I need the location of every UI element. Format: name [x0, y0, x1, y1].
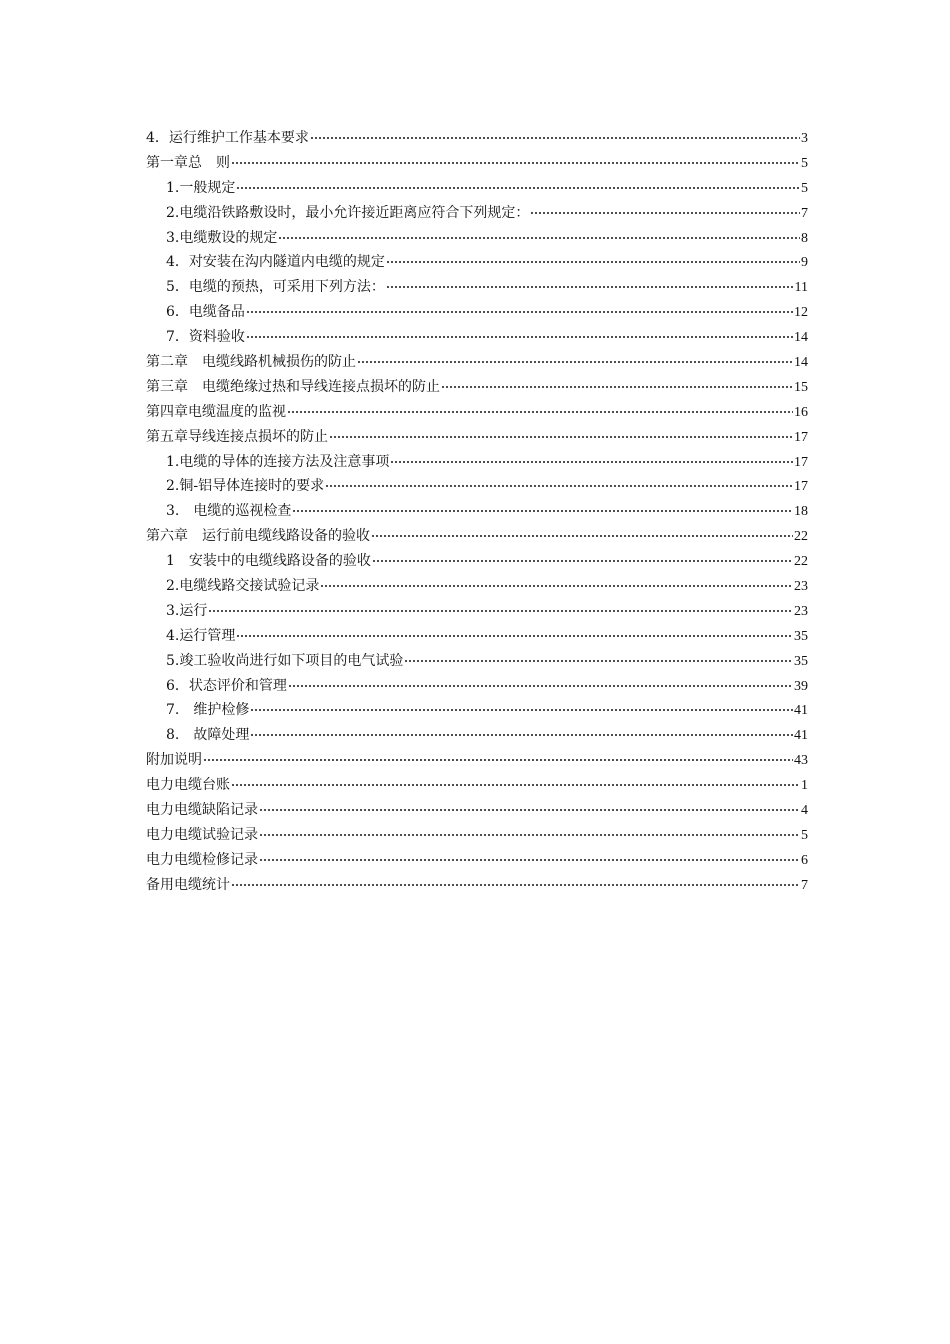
- toc-entry-title: 4.运行管理: [166, 627, 236, 644]
- toc-entry-title: 第一章总 则: [146, 154, 230, 171]
- toc-entry[interactable]: [146, 798, 808, 823]
- toc-leader-dots: [250, 734, 793, 736]
- toc-leader-dots: [292, 510, 793, 512]
- table-of-contents: [146, 126, 808, 898]
- toc-entry-title: 8. 故障处理: [166, 727, 250, 744]
- toc-leader-dots: [325, 485, 793, 487]
- toc-entry[interactable]: [146, 151, 808, 176]
- toc-leader-dots: [390, 461, 793, 463]
- toc-entry-page-number: 14: [794, 330, 808, 346]
- toc-entry[interactable]: [146, 524, 808, 549]
- toc-leader-dots: [236, 187, 800, 189]
- toc-entry-page-number: 11: [794, 280, 808, 296]
- toc-entry[interactable]: [146, 723, 808, 748]
- toc-entry-title: 7．资料验收: [166, 329, 245, 346]
- toc-entry[interactable]: [146, 126, 808, 151]
- toc-entry-page-number: 41: [794, 703, 808, 719]
- toc-entry-page-number: 23: [794, 579, 808, 595]
- toc-entry-page-number: 15: [794, 379, 808, 395]
- toc-entry[interactable]: [146, 176, 808, 201]
- toc-entry-page-number: 17: [794, 479, 808, 495]
- toc-leader-dots: [259, 809, 800, 811]
- toc-leader-dots: [386, 261, 800, 263]
- toc-entry-title: 4．对安装在沟内隧道内电缆的规定: [166, 254, 385, 271]
- toc-entry-page-number: 14: [794, 355, 808, 371]
- toc-entry-title: 第三章 电缆绝缘过热和导线连接点损坏的防止: [146, 378, 440, 395]
- toc-leader-dots: [231, 162, 800, 164]
- toc-entry-page-number: 6: [801, 852, 808, 868]
- toc-entry[interactable]: [146, 624, 808, 649]
- toc-entry[interactable]: [146, 748, 808, 773]
- toc-entry[interactable]: [146, 773, 808, 798]
- toc-entry[interactable]: [146, 649, 808, 674]
- toc-entry[interactable]: [146, 275, 808, 300]
- toc-leader-dots: [236, 635, 793, 637]
- toc-leader-dots: [231, 884, 800, 886]
- toc-entry[interactable]: [146, 574, 808, 599]
- toc-entry[interactable]: [146, 674, 808, 699]
- toc-leader-dots: [530, 212, 800, 214]
- toc-entry-page-number: 7: [801, 205, 808, 221]
- toc-entry-title: 5.竣工验收尚进行如下项目的电气试验: [166, 652, 404, 669]
- toc-leader-dots: [287, 411, 793, 413]
- toc-entry-page-number: 17: [794, 454, 808, 470]
- toc-entry[interactable]: [146, 823, 808, 848]
- toc-leader-dots: [250, 709, 793, 711]
- toc-entry[interactable]: [146, 425, 808, 450]
- toc-leader-dots: [278, 237, 800, 239]
- toc-entry-page-number: 12: [794, 305, 808, 321]
- toc-entry-title: 3. 电缆的巡视检查: [166, 503, 292, 520]
- toc-leader-dots: [371, 535, 793, 537]
- toc-entry-title: 附加说明: [146, 752, 202, 769]
- toc-entry-page-number: 7: [801, 877, 808, 893]
- toc-entry-page-number: 16: [794, 404, 808, 420]
- toc-entry-page-number: 39: [794, 678, 808, 694]
- toc-leader-dots: [246, 311, 793, 313]
- toc-entry-title: 1.一般规定: [166, 179, 236, 196]
- toc-entry-page-number: 35: [794, 628, 808, 644]
- toc-entry[interactable]: [146, 226, 808, 251]
- toc-leader-dots: [441, 386, 793, 388]
- toc-leader-dots: [259, 834, 800, 836]
- toc-entry-page-number: 17: [794, 429, 808, 445]
- toc-entry-page-number: 43: [794, 753, 808, 769]
- toc-entry[interactable]: [146, 848, 808, 873]
- toc-entry-title: 3.电缆敷设的规定: [166, 229, 278, 246]
- toc-entry-title: 电力电缆缺陷记录: [146, 802, 258, 819]
- toc-entry-title: 1.电缆的导体的连接方法及注意事项: [166, 453, 390, 470]
- toc-entry-page-number: 8: [801, 230, 808, 246]
- toc-entry-page-number: 35: [794, 653, 808, 669]
- toc-entry-title: 电力电缆台账: [146, 777, 230, 794]
- toc-entry[interactable]: [146, 450, 808, 475]
- toc-leader-dots: [208, 610, 793, 612]
- toc-leader-dots: [329, 436, 793, 438]
- toc-entry-page-number: 23: [794, 603, 808, 619]
- toc-entry-title: 备用电缆统计: [146, 876, 230, 893]
- toc-entry-page-number: 18: [794, 504, 808, 520]
- toc-entry-page-number: 22: [794, 554, 808, 570]
- toc-entry[interactable]: [146, 375, 808, 400]
- toc-leader-dots: [231, 784, 800, 786]
- toc-entry[interactable]: [146, 873, 808, 898]
- toc-entry-title: 第五章导线连接点损坏的防止: [146, 428, 328, 445]
- toc-leader-dots: [404, 660, 793, 662]
- toc-entry-page-number: 5: [801, 827, 808, 843]
- toc-entry-title: 3.运行: [166, 602, 208, 619]
- toc-entry-page-number: 5: [801, 155, 808, 171]
- toc-entry-page-number: 3: [801, 131, 808, 146]
- toc-leader-dots: [259, 859, 800, 861]
- toc-entry-title: 6．状态评价和管理: [166, 677, 287, 694]
- toc-leader-dots: [357, 361, 793, 363]
- toc-entry-page-number: 9: [801, 255, 808, 271]
- toc-leader-dots: [310, 137, 800, 139]
- toc-entry-title: 6．电缆备品: [166, 304, 245, 321]
- toc-leader-dots: [320, 585, 793, 587]
- toc-leader-dots: [372, 560, 793, 562]
- toc-entry-title: 7. 维护检修: [166, 702, 250, 719]
- toc-entry[interactable]: [146, 250, 808, 275]
- toc-entry[interactable]: [146, 474, 808, 499]
- toc-entry-title: 第四章电缆温度的监视: [146, 403, 286, 420]
- toc-entry-page-number: 41: [794, 728, 808, 744]
- toc-entry[interactable]: [146, 499, 808, 524]
- toc-leader-dots: [288, 685, 793, 687]
- toc-entry[interactable]: [146, 350, 808, 375]
- toc-entry-title: 1 安装中的电缆线路设备的验收: [166, 553, 371, 570]
- toc-leader-dots: [386, 286, 794, 288]
- toc-entry-title: 电力电缆检修记录: [146, 851, 258, 868]
- toc-entry[interactable]: [146, 325, 808, 350]
- toc-entry-title: 5．电缆的预热，可采用下列方法：: [166, 279, 385, 296]
- toc-leader-dots: [203, 759, 793, 761]
- toc-entry-title: 第二章 电缆线路机械损伤的防止: [146, 354, 356, 371]
- toc-entry-page-number: 1: [801, 778, 808, 794]
- toc-entry[interactable]: [146, 201, 808, 226]
- toc-entry[interactable]: [146, 549, 808, 574]
- toc-entry-title: 4．运行维护工作基本要求: [146, 130, 309, 146]
- toc-entry-title: 电力电缆试验记录: [146, 826, 258, 843]
- toc-entry-page-number: 5: [801, 180, 808, 196]
- toc-entry[interactable]: [146, 599, 808, 624]
- toc-entry-title: 2.电缆线路交接试验记录: [166, 578, 320, 595]
- toc-entry-title: 2.电缆沿铁路敷设时，最小允许接近距离应符合下列规定：: [166, 204, 530, 221]
- toc-entry[interactable]: [146, 400, 808, 425]
- toc-leader-dots: [246, 336, 793, 338]
- toc-entry-title: 第六章 运行前电缆线路设备的验收: [146, 528, 370, 545]
- toc-entry-title: 2.铜-铝导体连接时的要求: [166, 478, 325, 495]
- toc-entry[interactable]: [146, 698, 808, 723]
- toc-entry-page-number: 4: [801, 803, 808, 819]
- toc-entry[interactable]: [146, 300, 808, 325]
- toc-entry-page-number: 22: [794, 529, 808, 545]
